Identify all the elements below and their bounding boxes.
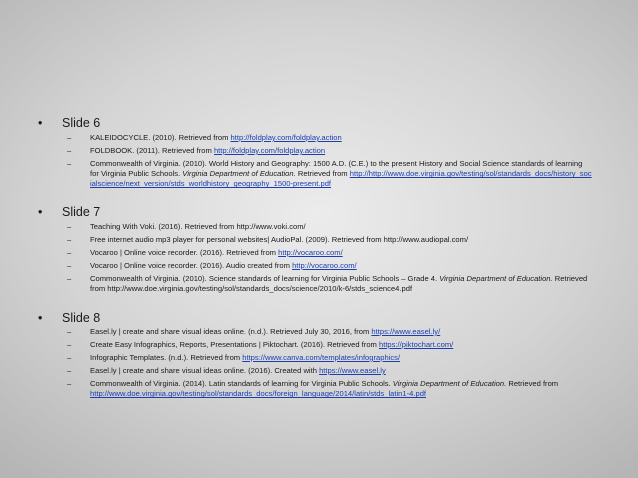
reference-link[interactable]: http://http://www.doe.virginia.gov/testing/sol/standards_docs/history_socialscience/next_version/stds_worldhistory_geography_1500-present.pdf — [90, 169, 592, 189]
reference-item: – Vocaroo | Online voice recorder. (2016). Audio created from http://vocaroo.com/ — [67, 261, 357, 270]
dash-icon: – — [67, 133, 72, 142]
reference-item: – Vocaroo | Online voice recorder. (2016). Retrieved from http://vocaroo.com/ — [67, 248, 343, 257]
reference-item: – Commonwealth of Virginia. (2010). World History and Geography: 1500 A.D. (C.E.) to the present History and Social Science standards of learning for Virginia Public Schools. Virginia Department of Education. Retrieved from http://http://www.doe.virginia.gov/testing/sol/standards_docs/history_socialscience/next_version/stds_worldhistory_geography_1500-present.pdf — [67, 159, 592, 189]
reference-link[interactable]: http://vocaroo.com/ — [278, 248, 343, 257]
dash-icon: – — [67, 146, 72, 155]
reference-item: – Teaching With Voki. (2016). Retrieved from http://www.voki.com/ — [67, 222, 306, 231]
dash-icon: – — [67, 340, 72, 349]
bullet-icon: • — [38, 311, 43, 325]
dash-icon: – — [67, 261, 72, 270]
section-title-slide-7: • Slide 7 — [38, 205, 101, 219]
reference-item: – Commonwealth of Virginia. (2010). Science standards of learning for Virginia Public Schools – Grade 4. Virginia Department of Education. Retrieved from http://www.doe.virginia.gov/testing/sol/standards_docs/science/2010/k-6/stds_science4.pdf — [67, 274, 588, 294]
reference-link[interactable]: http://www.doe.virginia.gov/testing/sol/standards_docs/foreign_language/2014/latin/stds_latin1-4.pdf — [90, 389, 427, 399]
reference-item: – Create Easy Infographics, Reports, Presentations | Piktochart. (2016). Retrieved from https://piktochart.com/ — [67, 340, 454, 349]
reference-item: – KALEIDOCYCLE. (2010). Retrieved from http://foldplay.com/foldplay.action — [67, 133, 342, 142]
reference-item: – Infographic Templates. (n.d.). Retrieved from https://www.canva.com/templates/infographics/ — [67, 353, 401, 362]
reference-link[interactable]: http://foldplay.com/foldplay.action — [230, 133, 342, 142]
dash-icon: – — [67, 274, 72, 283]
section-title-slide-8: • Slide 8 — [38, 311, 101, 325]
dash-icon: – — [67, 353, 72, 362]
reference-item: – Free internet audio mp3 player for personal websites| AudioPal. (2009). Retrieved from http://www.audiopal.com/ — [67, 235, 469, 244]
reference-link[interactable]: http://foldplay.com/foldplay.action — [213, 146, 326, 155]
reference-link[interactable]: https://www.canva.com/templates/infographics/ — [242, 353, 401, 362]
reference-item: – FOLDBOOK. (2011). Retrieved from http://foldplay.com/foldplay.action — [67, 146, 326, 155]
reference-item: – Easel.ly | create and share visual ideas online. (n.d.). Retrieved July 30, 2016, from https://www.easel.ly/ — [67, 327, 441, 336]
bullet-icon: • — [38, 205, 43, 219]
section-title-slide-6: • Slide 6 — [38, 116, 101, 130]
reference-link[interactable]: https://www.easel.ly/ — [371, 327, 441, 336]
reference-link[interactable]: https://piktochart.com/ — [378, 340, 454, 349]
reference-item: – Commonwealth of Virginia. (2014). Latin standards of learning for Virginia Public Schools. Virginia Department of Education. Retrieved from http://www.doe.virginia.gov/testing/sol/standards_docs/foreign_language/2014/latin/stds_latin1-4.pdf — [67, 379, 559, 399]
dash-icon: – — [67, 379, 72, 388]
dash-icon: – — [67, 235, 72, 244]
dash-icon: – — [67, 222, 72, 231]
dash-icon: – — [67, 366, 72, 375]
bullet-icon: • — [38, 116, 43, 130]
dash-icon: – — [67, 248, 72, 257]
reference-item: – Easel.ly | create and share visual ideas online. (2016). Created with https://www.easel.ly — [67, 366, 386, 375]
reference-link[interactable]: http://vocaroo.com/ — [292, 261, 357, 270]
dash-icon: – — [67, 159, 72, 168]
dash-icon: – — [67, 327, 72, 336]
reference-link[interactable]: https://www.easel.ly — [319, 366, 386, 375]
